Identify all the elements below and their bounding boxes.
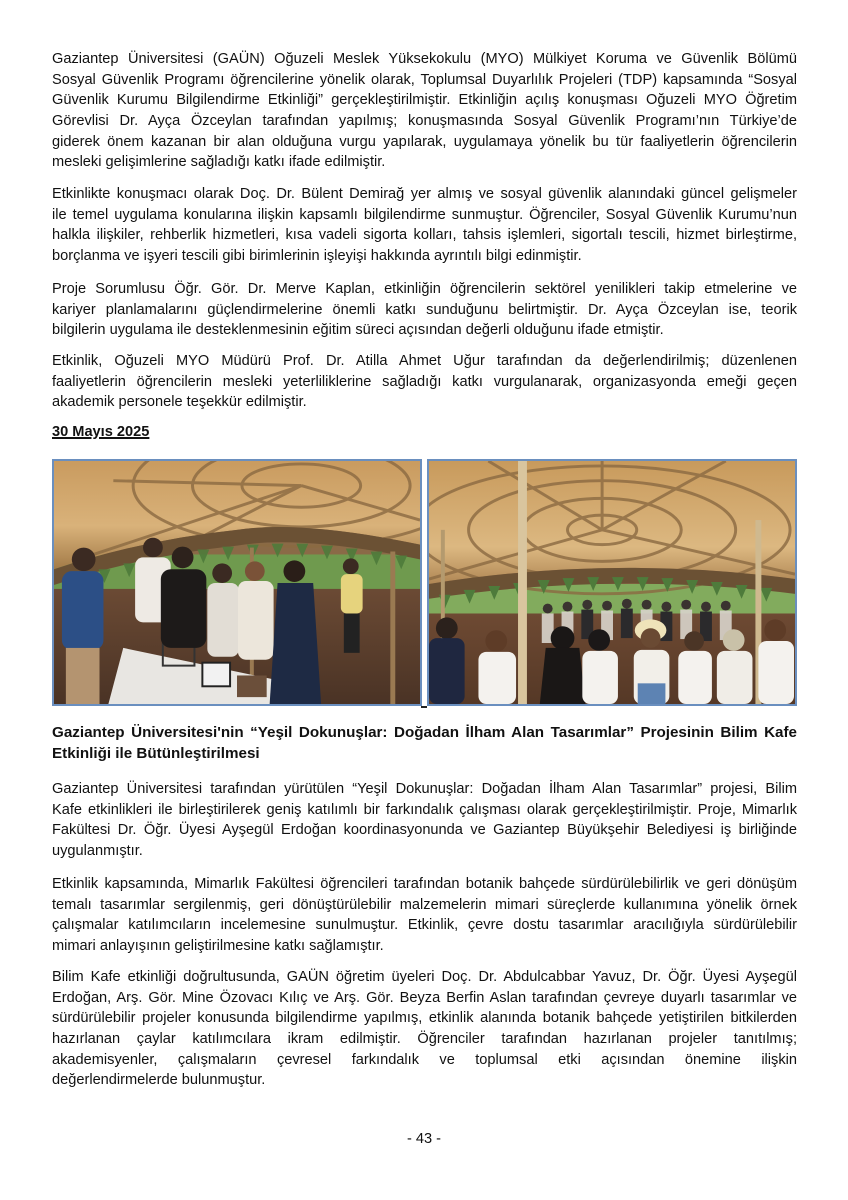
text-line: Fakültesi Dr. Öğr. Üyesi Ayşegül Erdoğan koordinasyonunda ve Gaziantep Büyükşehir Belediyesi iş birliğinde (52, 822, 797, 839)
paragraph-speaker (52, 184, 797, 267)
text-line: Etkinlikte konuşmacı olarak Doç. Dr. Bülent Demirağ yer almış ve sosyal güvenlik alanındaki güncel gelişmeler (52, 186, 797, 202)
text-line: akademik personele teşekkür edilmiştir. (52, 394, 307, 411)
text-line: giderek önem kazanan bir alan olduğuna vurgu yapılarak, uygulamaya yönelik bu tür faaliyetlerin öğrencilerin (52, 133, 797, 150)
paragraph-science-cafe (52, 967, 797, 1091)
text-line: mesleki gelişimlerine sağladığı katkı ifade edilmiştir. (52, 154, 386, 171)
photo-separator-mark (421, 706, 427, 708)
heading-line: Etkinliği ile Bütünleştirilmesi (52, 745, 260, 762)
text-line: bilgilerin uygulama ile desteklenmesinin eğitim süreci açısından değerli olduğunu ifade etmiştir. (52, 322, 664, 339)
text-line: temalı tasarımlar sergilenmiş, geri dönüştürülebilir malzemelerin mimari süreçlerde kullanımına yönelik örnek (52, 896, 797, 913)
text-line: halkla ilişkiler, rehberlik hizmetleri, kısa vadeli sigorta kolları, tahsis işlemleri, sigortalı tescili, hizmet birleştirme, (52, 227, 797, 244)
text-line: Etkinlik kapsamında, Mimarlık Fakültesi öğrencileri tarafından botanik bahçede sürdürülebilirlik ve geri dönüşüm (52, 876, 797, 892)
text-line: Güvenlik Kurumu Bilgilendirme Etkinliği” gerçekleştirilmiştir. Etkinliğin açılış konuşması Oğuzeli MYO Öğretim (52, 92, 797, 109)
text-line: Etkinlik, Oğuzeli MYO Müdürü Prof. Dr. Atilla Ahmet Uğur tarafından da değerlendirilmiş; düzenlenen (52, 353, 797, 369)
photo-illustration (429, 461, 795, 704)
text-line: sürdürülebilir projeler konusunda bilgilendirme yapılmış, etkinlik alanında botanik bahçede yetiştirilen bitkilerden (52, 1010, 797, 1027)
paragraph-project-overview (52, 779, 797, 862)
paragraph-exhibition (52, 874, 797, 957)
heading-line: Gaziantep Üniversitesi'nin “Yeşil Dokunuşlar: Doğadan İlham Alan Tasarımlar” Projesinin Bilim Kafe (52, 724, 797, 741)
text-line: hazırlanan çaylar katılımcılara ikram edilmiştir. Öğrenciler tarafından hazırlanan projeler tanıtılmış; (52, 1031, 797, 1048)
text-line: Bilim Kafe etkinliği doğrultusunda, GAÜN öğretim üyeleri Doç. Dr. Abdulcabbar Yavuz, Dr. Öğr. Üyesi Ayşegül (52, 969, 797, 985)
page-number: - 43 - (406, 1131, 442, 1147)
text-line: borçlanma ve işyeri tescili gibi birimlerinin işleyişi hakkında ayrıntılı bilgi edinmiştir. (52, 248, 582, 265)
text-line: Erdoğan, Arş. Gör. Mine Özovacı Kılıç ve Arş. Gör. Beyza Berfin Aslan tarafından çevreye duyarlı tasarımlar ve (52, 989, 797, 1006)
section-heading (52, 722, 797, 764)
text-line: uygulanmıştır. (52, 843, 143, 860)
text-line: mimari anlayışının geliştirilmesine katkı sağlamıştır. (52, 938, 384, 955)
event-photo-exhibition (52, 459, 422, 706)
text-line: Görevlisi Dr. Ayça Özceylan tarafından yapılmış; konuşmasında Sosyal Güvenlik Programı’nın Türkiye’de (52, 113, 797, 130)
text-line: değerlendirmelerde bulunmuştur. (52, 1072, 266, 1089)
text-line: çalışmalar katılımcıların incelemesine sunulmuştur. Etkinlik, çevre dostu tasarımlar aracılığıyla sürdürülebilir (52, 917, 797, 934)
text-line: Gaziantep Üniversitesi tarafından yürütülen “Yeşil Dokunuşlar: Doğadan İlham Alan Tasarımlar” projesi, Bilim (52, 781, 797, 797)
text-line: kariyer planlamalarını güçlendirmelerine önemli katkı sunduğunu belirtmiştir. Dr. Ayça Özceylan ise, teorik (52, 301, 797, 318)
event-photo-crowd (427, 459, 797, 706)
text-line: Proje Sorumlusu Öğr. Gör. Dr. Merve Kaplan, etkinliğin öğrencilerin sektörel yenilikleri takip etmelerine ve (52, 281, 797, 297)
paragraph-intro (52, 49, 797, 173)
section-date: 30 Mayıs 2025 (52, 424, 150, 440)
paragraph-project-lead (52, 279, 797, 341)
text-line: faaliyetlerin öğrencilerin mesleki yeterliliklerine sağladığı katkı vurgulanarak, organizasyonda emeği geçen (52, 373, 797, 390)
text-line: Kafe etkinlikleri ile birleştirilerek geniş katılımlı bir farkındalık çalışması olarak gerçekleştirilmiştir. Proje, Mimarlık (52, 801, 797, 818)
photo-illustration (54, 461, 420, 704)
text-line: akademisyenler, çalışmaların çevresel farkındalık ve toplumsal etki açısından önemine ilişkin (52, 1051, 797, 1068)
text-line: ile temel uygulama konularına ilişkin kapsamlı bilgilendirme sunmuştur. Öğrenciler, Sosyal Güvenlik Kurumu’nun (52, 206, 797, 223)
text-line: Sosyal Güvenlik Programı öğrencilerine yönelik olarak, Toplumsal Duyarlılık Projeleri (TDP) kapsamında “Sosyal (52, 71, 797, 88)
paragraph-director (52, 351, 797, 413)
text-line: Gaziantep Üniversitesi (GAÜN) Oğuzeli Meslek Yüksekokulu (MYO) Mülkiyet Koruma ve Güvenlik Bölümü (52, 51, 797, 67)
